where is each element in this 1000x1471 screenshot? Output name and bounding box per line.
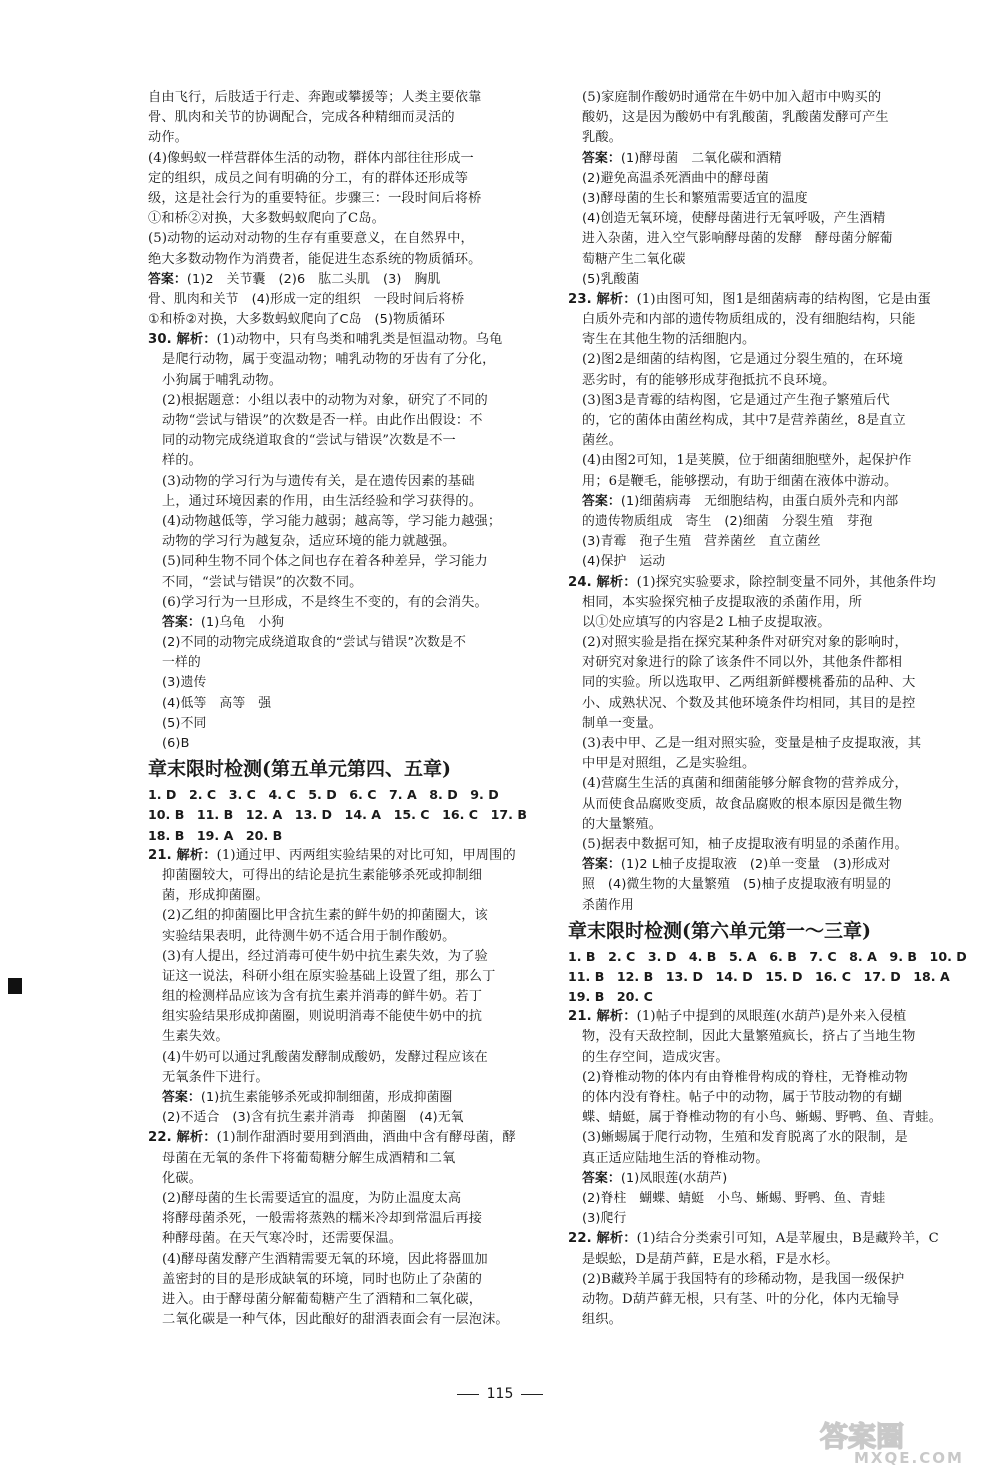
right-answer-line: 的遗传物质组成 寄生 (2)细菌 分裂生殖 芽孢 xyxy=(582,513,873,529)
right-line: 菌丝。 xyxy=(582,433,623,449)
left-line: 实验结果表明，此待测牛奶不适合用于制作酸奶。 xyxy=(162,928,456,944)
left-answer-line: 骨、肌肉和关节 (4)形成一定的组织 一段时间后将桥 xyxy=(148,291,465,307)
left-line: 进入。由于酵母菌分解葡萄糖产生了酒精和二氧化碳， xyxy=(162,1291,483,1307)
left-choice-answers: 1. D 2. C 3. C 4. C 5. D 6. C 7. A 8. D 9. D xyxy=(148,787,499,803)
line-text: (1)2 关节囊 (2)6 肱二头肌 (3) 胸肌 xyxy=(186,271,441,287)
right-line xyxy=(568,1229,978,1249)
left-answer-line: (4)低等 高等 强 xyxy=(162,695,272,711)
watermark-logo-mark: 答案圈 xyxy=(820,1420,905,1453)
right-line: (2)图2是细菌的结构图，它是通过分裂生殖的，在环境 xyxy=(582,352,904,368)
right-line: (2)对照实验是指在探究某种条件对研究对象的影响时， xyxy=(582,635,908,651)
right-answer-line: (3)酵母菌的生长和繁殖需要适宜的温度 xyxy=(582,190,808,206)
line-text: (1)酵母菌 二氧化碳和酒精 xyxy=(620,150,782,166)
left-line: 证这一说法，科研小组在原实验基础上设置了组，那么丁 xyxy=(162,968,496,984)
left-line: (6)学习行为一旦形成，不是终生不变的，有的会消失。 xyxy=(162,594,488,610)
left-line: 骨、肌肉和关节的协调配合，完成各种精细而灵活的 xyxy=(148,110,455,126)
left-line: 组实验结果形成抑菌圈，则说明消毒不能使牛奶中的抗 xyxy=(162,1009,483,1025)
right-column xyxy=(568,88,978,1330)
left-line: 动作。 xyxy=(148,130,189,146)
left-line: (4)像蚂蚁一样营群体生活的动物，群体内部往往形成一 xyxy=(148,150,474,166)
right-line: 动物。D葫芦藓无根，只有茎、叶的分化，体内无输导 xyxy=(582,1291,900,1307)
right-answer-line: (5)乳酸菌 xyxy=(582,271,640,287)
right-line: (5)家庭制作酸奶时通常在牛奶中加入超市中购买的 xyxy=(582,90,882,105)
left-line xyxy=(148,846,540,866)
line-text: (1)探究实验要求，除控制变量不同外，其他条件均 xyxy=(636,574,936,590)
right-line: 的体内没有脊柱。帖子中的动物，属于节肢动物的有蝴 xyxy=(582,1090,903,1105)
left-line: 动物“尝试与错误”的次数是否一样。由此作出假设：不 xyxy=(162,413,483,428)
right-line: (3)图3是青霉的结构图，它是通过产生孢子繁殖后代 xyxy=(582,392,890,408)
label-keyword: 答案： xyxy=(582,857,621,873)
line-text: (1)帖子中提到的凤眼莲(水葫芦)是外来入侵植 xyxy=(636,1009,907,1025)
line-text: (1)凤眼莲(水葫芦) xyxy=(620,1170,728,1186)
right-answer-line: 照 (4)微生物的大量繁殖 (5)柚子皮提取液有明显的 xyxy=(582,877,892,893)
right-line: 以①处应填写的内容是2 L柚子皮提取液。 xyxy=(582,614,831,630)
watermark-logo-svg xyxy=(814,1416,994,1466)
line-text: (1)制作甜酒时要用到酒曲，酒曲中含有酵母菌，酵 xyxy=(216,1130,516,1146)
left-line: (4)动物越低等，学习能力越弱；越高等，学习能力越强； xyxy=(162,513,502,529)
left-line: (2)乙组的抑菌圈比甲含抗生素的鲜牛奶的抑菌圈大，该 xyxy=(162,908,488,924)
left-line: (2)根据题意：小组以表中的动物为对象，研究了不同的 xyxy=(162,392,488,408)
line-text: (1)由图可知，图1是细菌病毒的结构图，它是由蛋 xyxy=(636,291,931,307)
right-answer-line xyxy=(568,855,978,875)
line-text: (1)乌龟 小狗 xyxy=(200,614,285,630)
right-line: (4)由图2可知，1是荚膜，位于细菌细胞壁外，起保护作 xyxy=(582,453,912,469)
right-line: 制单一变量。 xyxy=(582,715,663,731)
left-line: 动物的学习行为越复杂，适应环境的能力就越强。 xyxy=(162,534,456,550)
right-line: 是蜈蚣，D是葫芦藓，E是水稻，F是水杉。 xyxy=(582,1251,839,1267)
right-answer-line xyxy=(568,492,978,512)
left-choice-answers: 18. B 19. A 20. B xyxy=(148,827,283,843)
left-line: 级，这是社会行为的重要特征。步骤三：一段时间后将桥 xyxy=(148,190,482,206)
left-line: (5)同种生物不同个体之间也存在着各种差异，学习能力 xyxy=(162,554,488,570)
right-line: (3)蜥蜴属于爬行动物，生殖和发育脱离了水的限制，是 xyxy=(582,1130,908,1146)
left-line: 组的检测样品应该为含有抗生素并消毒的鲜牛奶。若丁 xyxy=(162,989,483,1005)
right-answer-line: 杀菌作用 xyxy=(582,897,634,913)
margin-marker xyxy=(8,978,22,994)
label-keyword: 答案： xyxy=(162,1090,201,1105)
right-line: 真正适应陆地生活的脊椎动物。 xyxy=(582,1150,769,1166)
left-line: 自由飞行，后肢适于行走、奔跑或攀援等；人类主要依靠 xyxy=(148,90,482,105)
right-line: 用；6是鞭毛，能够摆动，有助于细菌在液体中游动。 xyxy=(582,473,898,489)
line-text: (1)通过甲、丙两组实验结果的对比可知，甲周围的 xyxy=(216,847,516,863)
watermark-logo xyxy=(814,1416,994,1466)
label-keyword: 24. 解析： xyxy=(568,574,637,590)
left-line: 无氧条件下进行。 xyxy=(162,1069,269,1085)
right-line: (2)B藏羚羊属于我国特有的珍稀动物，是我国一级保护 xyxy=(582,1271,905,1287)
line-text: (1)动物中，只有鸟类和哺乳类是恒温动物。乌龟 xyxy=(216,332,503,348)
right-choice-answers: 1. B 2. C 3. D 4. B 5. A 6. B 7. C 8. A 9. B 10. D xyxy=(568,948,967,964)
right-section-heading: 章末限时检测(第六单元第一～三章) xyxy=(568,919,871,942)
right-line: (4)营腐生生活的真菌和细菌能够分解食物的营养成分， xyxy=(582,776,908,792)
left-line: (4)酵母菌发酵产生酒精需要无氧的环境，因此将器皿加 xyxy=(162,1251,488,1267)
right-line: 乳酸。 xyxy=(582,130,623,146)
left-line: 不同，“尝试与错误”的次数不同。 xyxy=(162,574,363,590)
right-line: 中甲是对照组，乙是实验组。 xyxy=(582,756,756,772)
left-line: 化碳。 xyxy=(162,1170,203,1186)
right-line xyxy=(568,573,978,593)
label-keyword: 30. 解析： xyxy=(148,332,217,348)
right-line: 从而使食品腐败变质，故食品腐败的根本原因是微生物 xyxy=(582,796,903,812)
right-choice-answers: 11. B 12. B 13. D 14. D 15. D 16. C 17. D 18. A xyxy=(568,968,950,984)
label-keyword: 22. 解析： xyxy=(148,1130,217,1146)
right-answer-line xyxy=(568,1169,978,1189)
left-answer-line: 一样的 xyxy=(162,655,201,671)
left-line: 是爬行动物，属于变温动物；哺乳动物的牙齿有了分化， xyxy=(162,352,496,368)
left-line: 样的。 xyxy=(162,453,203,469)
label-keyword: 答案： xyxy=(162,614,201,630)
right-answer-line: (2)脊柱 蝴蝶、蜻蜓 小鸟、蜥蜴、野鸭、鱼、青蛙 xyxy=(582,1190,886,1206)
left-line: 母菌在无氧的条件下将葡萄糖分解生成酒精和二氧 xyxy=(162,1150,456,1166)
right-line: 的生存空间，造成灾害。 xyxy=(582,1049,729,1065)
left-line: 同的动物完成绕道取食的“尝试与错误”次数是不一 xyxy=(162,433,456,449)
left-line: 定的组织，成员之间有明确的分工，有的群体还形成等 xyxy=(148,170,469,186)
left-line: 绝大多数动物作为消费者，能促进生态系统的物质循环。 xyxy=(148,251,482,267)
page-number-text: 115 xyxy=(486,1386,514,1402)
right-answer-line: (4)创造无氧环境，使酵母菌进行无氧呼吸，产生酒精 xyxy=(582,211,886,227)
right-line: 组织。 xyxy=(582,1312,623,1328)
left-answer-line: (2)不适合 (3)含有抗生素并消毒 抑菌圈 (4)无氧 xyxy=(162,1110,464,1126)
left-line: (4)牛奶可以通过乳酸菌发酵制成酸奶，发酵过程应该在 xyxy=(162,1049,488,1065)
right-choice-answers: 19. B 20. C xyxy=(568,989,653,1005)
left-line: 生素失效。 xyxy=(162,1029,229,1045)
right-answer-line: (3)爬行 xyxy=(582,1211,627,1227)
right-answer-line: 萄糖产生二氧化碳 xyxy=(582,251,686,267)
left-choice-answers: 10. B 11. B 12. A 13. D 14. A 15. C 16. C 17. B xyxy=(148,807,527,823)
left-line: 菌，形成抑菌圈。 xyxy=(162,888,269,904)
label-keyword: 23. 解析： xyxy=(568,291,637,307)
left-line: ①和桥②对换，大多数蚂蚁爬向了C岛。 xyxy=(148,211,385,227)
label-keyword: 21. 解析： xyxy=(148,847,217,863)
page-number-dash-left xyxy=(457,1394,479,1395)
left-answer-line: (5)不同 xyxy=(162,715,207,731)
right-line: (5)据表中数据可知，柚子皮提取液有明显的杀菌作用。 xyxy=(582,836,908,852)
left-answer-line: (3)遗传 xyxy=(162,675,207,691)
left-line: (2)酵母菌的生长需要适宜的温度，为防止温度太高 xyxy=(162,1190,462,1206)
left-line xyxy=(148,1128,540,1148)
right-line: (2)脊椎动物的体内有由脊椎骨构成的脊柱，无脊椎动物 xyxy=(582,1069,908,1085)
left-line xyxy=(148,330,540,350)
right-line: 相同，本实验探究柚子皮提取液的杀菌作用，所 xyxy=(582,594,863,610)
left-column xyxy=(148,88,540,1330)
line-text: (1)结合分类索引可知，A是苹履虫，B是藏羚羊，C xyxy=(636,1231,939,1247)
right-line: 的，它的菌体由菌丝构成，其中7是营养菌丝，8是直立 xyxy=(582,413,906,428)
right-line: 白质外壳和内部的遗传物质组成的，没有细胞结构，只能 xyxy=(582,312,916,328)
left-answer-line xyxy=(148,613,540,633)
left-line: 将酵母菌杀死，一般需将蒸熟的糯米冷却到常温后再接 xyxy=(162,1211,483,1227)
right-line: 小、成熟状况、个数及其他环境条件均相同，其目的是控 xyxy=(582,695,916,711)
right-answer-line xyxy=(568,149,978,169)
right-line: 的大量繁殖。 xyxy=(582,816,663,832)
left-answer-line xyxy=(148,270,540,290)
label-keyword: 答案： xyxy=(582,493,621,509)
left-line: 小狗属于哺乳动物。 xyxy=(162,372,283,388)
label-keyword: 答案： xyxy=(582,150,621,166)
right-line: 酸奶，这是因为酸奶中有乳酸菌，乳酸菌发酵可产生 xyxy=(582,110,889,126)
label-keyword: 答案： xyxy=(582,1170,621,1186)
right-line: (3)表中甲、乙是一组对照实验，变量是柚子皮提取液，其 xyxy=(582,736,922,751)
watermark-url: MXQE.COM xyxy=(854,1449,964,1466)
right-answer-line: 进入杂菌，进入空气影响酵母菌的发酵 酵母菌分解葡 xyxy=(582,231,893,247)
left-answer-line: ①和桥②对换，大多数蚂蚁爬向了C岛 (5)物质循环 xyxy=(148,312,445,328)
label-keyword: 22. 解析： xyxy=(568,1231,637,1247)
line-text: (1)2 L柚子皮提取液 (2)单一变量 (3)形成对 xyxy=(620,857,891,873)
right-line: 恶劣时，有的能够形成芽孢抵抗不良环境。 xyxy=(582,372,836,388)
right-line: 寄生在其他生物的活细胞内。 xyxy=(582,332,756,348)
right-answer-line: (3)青霉 孢子生殖 营养菌丝 直立菌丝 xyxy=(582,534,821,550)
right-answer-line: (4)保护 运动 xyxy=(582,554,666,570)
left-line: (3)有人提出，经过消毒可使牛奶中抗生素失效，为了验 xyxy=(162,948,488,964)
right-answer-line: (2)避免高温杀死酒曲中的酵母菌 xyxy=(582,170,769,186)
left-answer-line xyxy=(148,1088,540,1108)
left-line: 上，通过环境因素的作用，由生活经验和学习获得的。 xyxy=(162,493,483,509)
page-number xyxy=(0,1386,1000,1402)
line-text: (1)抗生素能够杀死或抑制细菌，形成抑菌圈 xyxy=(200,1090,453,1105)
left-line: 盖密封的目的是形成缺氧的环境，同时也防止了杂菌的 xyxy=(162,1271,483,1287)
line-text: (1)细菌病毒 无细胞结构，由蛋白质外壳和内部 xyxy=(620,493,899,509)
left-line: 种酵母菌。在天气寒冷时，还需要保温。 xyxy=(162,1231,403,1247)
left-answer-line: (6)B xyxy=(162,736,190,751)
right-line: 蝶、蜻蜓，属于脊椎动物的有小鸟、蜥蜴、野鸭、鱼、青蛙。 xyxy=(582,1110,943,1126)
label-keyword: 答案： xyxy=(148,271,187,287)
right-line xyxy=(568,290,978,310)
left-line: (5)动物的运动对动物的生存有重要意义，在自然界中， xyxy=(148,231,474,247)
page-number-dash-right xyxy=(521,1394,543,1395)
right-line xyxy=(568,1007,978,1027)
right-line: 同的实验。所以选取甲、乙两组新鲜樱桃番茄的品种、大 xyxy=(582,675,916,691)
left-answer-line: (2)不同的动物完成绕道取食的“尝试与错误”次数是不 xyxy=(162,635,467,651)
left-section-heading: 章末限时检测(第五单元第四、五章) xyxy=(148,758,451,781)
right-line: 物，没有天敌控制，因此大量繁殖疯长，挤占了当地生物 xyxy=(582,1029,916,1045)
right-line: 对研究对象进行的除了该条件不同以外，其他条件都相 xyxy=(582,655,903,671)
left-line: 抑菌圈较大，可得出的结论是抗生素能够杀死或抑制细 xyxy=(162,867,483,883)
left-line: (3)动物的学习行为与遗传有关，是在遗传因素的基础 xyxy=(162,473,475,489)
left-line: 二氧化碳是一种气体，因此酿好的甜酒表面会有一层泡沫。 xyxy=(162,1312,509,1328)
label-keyword: 21. 解析： xyxy=(568,1009,637,1025)
